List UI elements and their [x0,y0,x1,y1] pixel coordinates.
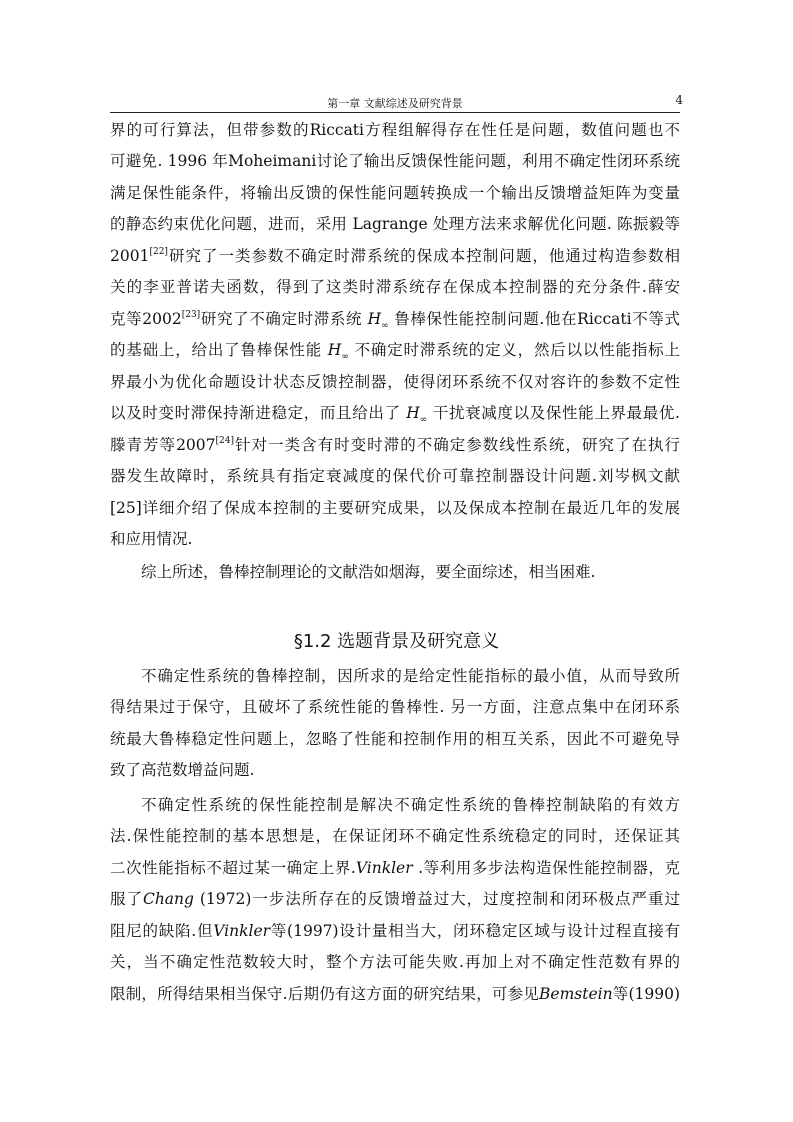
text-line: 法.保性能控制的基本思想是，在保证闭环不确定性系统稳定的同时，还保证其 [110,827,680,845]
text-line: 满足保性能条件，将输出反馈的保性能问题转换成一个输出反馈增益矩阵为变量 [110,184,680,202]
line-text: 滕青芳等2007 [110,436,216,454]
author-name: Vinkler [213,922,271,940]
year-text: 2001 [110,247,150,265]
author-name: Vinkler [355,859,413,877]
math-h-infinity: H [327,341,342,359]
line-text: (1972)一步法所存在的反馈增益过大，过度控制和闭环极点严重过 [193,890,680,908]
text-line: 统最大鲁棒稳定性问题上，忽略了性能和控制作用的相互关系，因此不可避免导 [110,730,680,748]
math-subscript: ∞ [381,321,389,332]
text-line: 不确定性系统的保性能控制是解决不确定性系统的鲁棒控制缺陷的有效方 [141,796,680,814]
line-text: 研究了一类参数不确定时滞系统的保成本控制问题，他通过构造参数相 [167,247,680,265]
text-line: 的静态约束优化问题，进而，采用 Lagrange 处理方法来求解优化问题. 陈振毅等 [110,215,680,233]
line-text: 阻尼的缺陷.但 [110,922,214,940]
line-text: 鲁棒保性能控制问题.他在Riccati不等式 [394,310,680,328]
page-number: 4 [675,93,683,107]
line-text: 克等2002 [110,310,182,328]
text-line [110,304,680,334]
text-line: 关的李亚普诺夫函数，得到了这类时滞系统存在保成本控制器的充分条件.薛安 [110,278,680,296]
text-line: 器发生故障时，系统具有指定衰减度的保代价可靠控制器设计问题.刘岑枫文献 [110,467,680,485]
line-text: 以及时变时滞保持渐进稳定，而且给出了 [110,404,401,422]
line-text: 二次性能指标不超过某一确定上界. [110,859,356,877]
text-line: [25]详细介绍了保成本控制的主要研究成果，以及保成本控制在最近几年的发展 [110,499,680,517]
text-line [110,916,680,946]
citation-ref: [23] [181,310,201,320]
author-name: Bemstein [539,985,613,1003]
text-line [110,853,680,883]
chapter-title: 第一章 文献综述及研究背景 [327,97,463,110]
line-text: 研究了不确定时滞系统 [200,310,363,328]
section-heading: §1.2 选题背景及研究意义 [293,631,500,652]
line-text: 服了 [110,890,143,908]
line-text: 等(1997)设计量相当大，闭环稳定区域与设计过程直接有 [270,922,680,940]
text-line [110,335,680,365]
text-line [110,241,680,271]
running-header [110,92,683,113]
text-line: 致了高范数增益问题. [110,761,255,779]
author-name: Chang [142,890,194,908]
text-line: 可避免. 1996 年Moheimani讨论了输出反馈保性能问题，利用不确定性闭环系统 [110,152,680,170]
line-text: .等利用多步法构造保性能控制器，克 [412,859,680,877]
line-text: 等(1990) [612,985,680,1003]
line-text: 的基础上，给出了鲁棒保性能 [110,341,323,359]
text-line: 关，当不确定性范数较大时，整个方法可能失败.再加上对不确定性范数有界的 [110,953,680,971]
summary-line: 综上所述，鲁棒控制理论的文献浩如烟海，要全面综述，相当困难. [141,563,596,581]
text-line [110,979,680,1009]
citation-ref: [22] [149,247,168,257]
text-line [110,430,680,460]
math-h-infinity: H [406,404,420,422]
math-subscript: ∞ [341,352,349,363]
line-text: 干扰衰减度以及保性能上界最最优. [432,404,680,422]
text-line [110,884,680,914]
text-line: 和应用情况. [110,530,193,548]
line-text: 不确定时滞系统的定义，然后以以性能指标上 [354,341,680,359]
text-line: 不确定性系统的鲁棒控制，因所求的是给定性能指标的最小值，从而导致所 [141,667,680,685]
math-subscript: ∞ [419,415,428,426]
text-line: 界的可行算法，但带参数的Riccati方程组解得存在性任是问题，数值问题也不 [110,121,680,139]
text-line: 界最小为优化命题设计状态反馈控制器，使得闭环系统不仅对容许的参数不定性 [110,373,680,391]
text-line [110,398,680,428]
math-h-infinity: H [367,310,382,328]
line-text: 针对一类含有时变时滞的不确定参数线性系统，研究了在执行 [234,436,680,454]
citation-ref: [24] [215,436,235,446]
line-text: 限制，所得结果相当保守.后期仍有这方面的研究结果，可参见 [110,985,539,1003]
text-line: 得结果过于保守，且破坏了系统性能的鲁棒性. 另一方面，注意点集中在闭环系 [110,698,680,716]
